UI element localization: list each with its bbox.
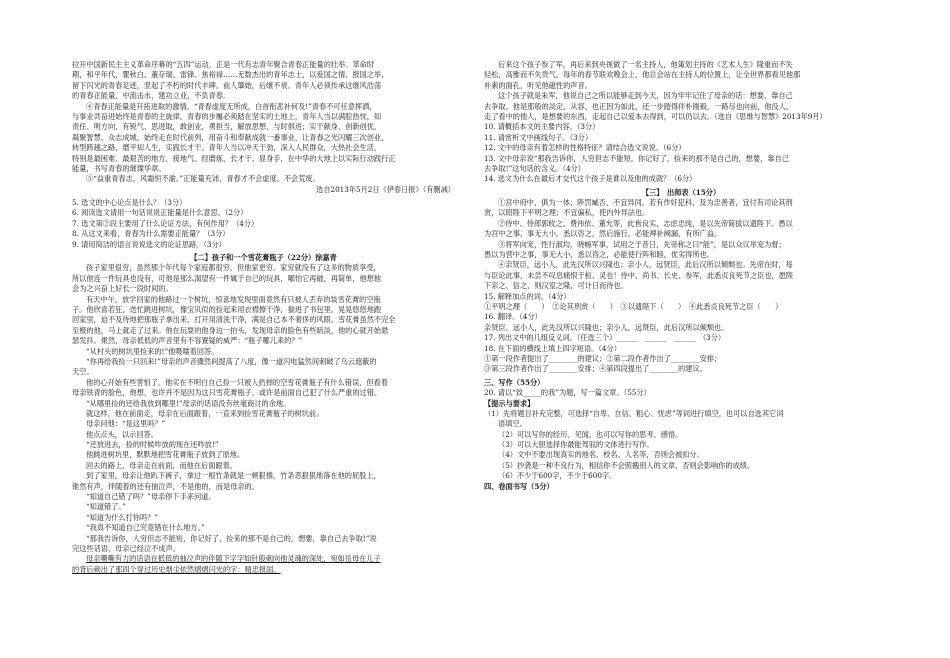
text-line: 三、写作（55分）	[484, 377, 545, 387]
text-line: 子。他欣喜若狂，迭忙跳进树坑，像宝贝似的捡起来用衣襟擦干净，揣进了书包里。晃晃悠悠地跑	[72, 304, 382, 314]
text-line: “从村头的树坑里捡来的!”他嗫嚅着回答。	[86, 346, 219, 356]
text-line: 为宫中之事，事无大小，悉以咨之，然后施行，必能裨补阙漏，有所广益。	[484, 229, 722, 239]
text-line: 就这样，他在前面走，母亲在后面跟着，一直来到捡雪花膏瓶子的树坑前。	[86, 408, 324, 418]
text-line: 7. 选文第②段主要用了什么论证方法，有何作用？（4分）	[72, 218, 259, 228]
text-line: 他跳进树坑里，默默地把雪花膏瓶子放到了原地。	[86, 450, 245, 460]
text-line: 去争取。他是那般的淡定、从容、也正因为如此，还一步踏得伴朴刚毅，一路尽也向前，他没人，	[484, 101, 794, 111]
text-line: “你再给我捡一只回来!”母亲的声音骤然间提高了八度，像一道闪电猛然间刺破了乌云遮蔽的	[86, 356, 377, 366]
text-line: 瑟发抖。果然，母亲低低的声音里有不容置疑的威严：“瓶子哪儿来的？”	[72, 336, 303, 346]
text-line: 锥然有声，伴随着的还有抽泣声，不是他的，而是母亲的。	[72, 481, 259, 491]
text-line: 所以他连一件玩具也没有，可他是那么渴望有一件属于自己的玩具，哪怕它再破，再简单，他想他	[72, 273, 382, 283]
text-line: 15. 解释加点的词。（4分）	[484, 291, 571, 301]
text-line: 责任、明方向，有锐气、思进取，敢创业，勇担当，解放思想，与时俱进；实干献身、创新创优，	[72, 122, 382, 132]
text-line: 8. 从这文来看，青春为什么需要正能量？（3分）	[72, 229, 230, 239]
text-line: （2）可以写你的经历、见闻，也可以写你的思考、感悟。	[498, 429, 683, 439]
text-line: ④青春正能量是开拓进取的激情。“青春虚度无所成，白首衔悲补何及!”青春不可任意挥洒，	[86, 101, 377, 111]
text-line: 20. 请以“致_____的我”为题，写一篇文章。（55分）	[484, 388, 651, 398]
text-line: 转型跨越之路，磨平知人生，实践长才干。青年人当以冲天干劲，深入人民群众，大热社会生活，	[72, 143, 382, 153]
text-line: 的背后刺出了那四个穿过历史烟尘依然熠熠闪光的字：精忠报国。	[72, 564, 281, 574]
text-line: 到了家里，母亲让他趴下裤子，拿过一根竹条就是一顿狠揍，竹条恶狠狠地落在他的屁股上，	[86, 471, 381, 481]
text-line: 【三】 出师表（15分）	[641, 187, 721, 197]
text-line: 朴素的面孔，听见他磁性的声音。	[484, 80, 592, 90]
text-line: 16. 翻译。（4分）	[484, 312, 542, 322]
text-line: “还放进去，捡的时候咋放的现在还咋放!”	[86, 440, 219, 450]
text-line: 9. 请用简洁的语言说说选文的论证思路。（3分）	[72, 239, 226, 249]
text-line: 后来这个孩子参了军，再后来到央视做了一名主持人，他策划主持的《艺术人生》隆重而不失	[498, 60, 793, 69]
text-line: “我真不知道自己究竟错在什么地方。”	[86, 523, 205, 533]
left-column	[72, 60, 455, 575]
text-line: 的青春正能量，中流击水，建功立业，不负青春。	[72, 91, 231, 101]
text-line: “那我告诉你，人穷但志不能短，你记好了，捡来的那不是自己的，想要，靠自己去争取!”说	[86, 533, 377, 543]
text-line: 10. 请概括本文的主要内容。（3分）	[484, 122, 600, 132]
text-line: 与事业共奋进始终是青春的主旋律。青春的步履必须踏在坚实的土地上，青年人当以满腔热忱，知	[72, 111, 382, 121]
text-line: 11. 请赏析文中画线句子。（3分）	[484, 132, 593, 142]
text-line: 选自2013年5月2日《伊春日报》（有删减）	[316, 184, 455, 194]
text-line: ①宫中府中，俱为一体；陟罚臧否，不宜异同。若有作奸犯科，及为忠善者，宜付有司论其刑	[498, 198, 793, 208]
text-line: “从哪里捡的还给我放到哪里!”母亲的话语没有丝毫商讨的余地。	[86, 398, 291, 408]
text-line: ①平明之理（ ） ②论其刑赏（ ） ③以遗陛下（ ） ④此悉贞良死节之臣（ ）	[484, 301, 783, 311]
text-line: 6. 阅读选文请用一句话说说正能量是什么意思。（2分）	[72, 208, 248, 218]
text-line: 完这些话语，母亲已经泣不成声。	[72, 543, 180, 553]
text-line: ③第三段作者作出了________安排；④第四段提出了________的建议。	[484, 364, 707, 374]
text-line: 会为之兴奋上好长一段时间的。	[72, 284, 173, 294]
text-line: 留下闪光的青春足迹，竖起了不朽的时代丰碑。前人肇始，后继不衰。青年人必须传承这继风浩荡	[72, 80, 382, 90]
text-line: ④亲贤臣，远小人，此先汉所以兴隆也；亲小人，远贤臣，此后汉所以倾颓也。先帝在时，每	[498, 260, 793, 270]
text-line: “知道自己错了吗？”母亲停下手来问道。	[86, 492, 216, 502]
text-line: 18. 在下面的横线上填上四字短语。（4分）	[484, 343, 621, 353]
text-line: 与臣论此事，未尝不叹息痛恨于桓、灵也！侍中、尚书、长史、参军，此悉贞良死节之臣也，愿陛	[484, 270, 794, 280]
text-line: 走了看中的他人，是想要的东西，走起自己以爱本去得到，可以仍以去。（选自《思维与智慧》2013年9月）	[484, 111, 827, 121]
text-line: 17. 列出文中的几组反义词。（任选三个）______ ______ ______ （3分）	[484, 333, 726, 343]
text-line: ②侍中、侍郎郭攸之、费祎依、董允等，此皆良实，志虑忠纯，是以先帝简拔以遗陛下。愚以	[498, 218, 793, 228]
text-line: 母亲嘶嘶有力的话语在低低的抽泣声的伴随下字字如针般刺向他灵魂的深处，宛如岳母在儿子	[86, 554, 381, 564]
text-line: ⑤“益重青春志，风霜恒不渝。”正能量充沛，青春才不会虚度、不会荒废。	[86, 174, 320, 184]
text-line: （5）抄袭是一种不良行为，相信你不会照搬别人的文章，否则会影响你的成绩。	[498, 460, 755, 470]
text-line: 拉开中国新民主主义革命序幕的“五四”运动，正是一代有志青年聚合青春正能量的壮举。革命时	[72, 60, 375, 69]
text-line: 亲贤臣，远小人，此先汉所以兴隆也；亲小人，远贤臣，此后汉所以倾颓也。	[484, 322, 729, 332]
text-line: 至极的他，马上就走了过来。他在玩耍的他身边一拍头，发现母亲的脸色有些暗淡，他的心就开始悬	[72, 325, 389, 335]
text-line: （6）不少于600字，不少于600字。	[498, 471, 617, 481]
text-line: 这个孩子就是朱军，他说自己之所以能够走到今天，因为牢牢记住了母亲的话：想要，靠自己	[498, 91, 793, 101]
text-line: 回家里，迫不及待地把那瓶子拿出来，打开用清洗干净，满是自己本不奢侈的风眼。雪花膏虽然不完全	[72, 315, 396, 325]
text-line: 回去的路上，母亲走在前面，而他在后面跟着。	[86, 460, 237, 470]
text-line: 凝聚智慧、众志成城，始终走在时代前列，用奋斗和奉献成就一番事业，让青春之光闪耀三次创业，	[72, 132, 389, 142]
text-line: “知道错了。”	[86, 502, 126, 512]
text-line: 去争取!”这句话的含义。（4分）	[484, 163, 585, 173]
text-line: 12. 文中的母亲有着怎样的性格特征？请结合选文说说。（6分）	[484, 143, 686, 153]
text-line: 他点点头，以示回答。	[86, 429, 158, 439]
text-line: 期，和平年代，瞿秋白、董存瑞、雷锋、焦裕禄……无数杰出的青年志士，以爱国之情、报国之举，	[72, 70, 389, 80]
right-column	[484, 60, 878, 492]
text-line: （3）可以大胆选择你最能驾驭的文体进行写作。	[498, 440, 654, 450]
text-line: “知道为什么打你吗？”	[86, 512, 159, 522]
text-line: 5. 选文的中心论点是什么？（3分）	[72, 198, 187, 208]
text-line: 有天中午，放学回家的他路过一个树坑，惊喜地发现里面竟然有只被人丢弃的装雪花膏的空瓶	[86, 294, 381, 304]
text-line: ③将军向宠，性行淑均，晓畅军事，试用之于昔日，先帝称之曰“能”，是以众议举宠为督；	[498, 239, 786, 249]
text-line: 14. 选文为什么在最后才交代这个孩子是谁以及他的成就？（6分）	[484, 174, 697, 184]
text-line: 他的心开始有些害怕了。他实在不明白自己捡一只被人扔掉的空雪花膏瓶子有什么错误，但看着	[86, 377, 388, 387]
text-line: 四、卷面书写（5分）	[484, 481, 554, 491]
text-line: 母亲问他：“是这里吗？”	[86, 419, 166, 429]
text-line: 赏，以昭陛下平明之理；不宜偏私，使内外异法也。	[484, 208, 650, 218]
text-line: 13. 文中母亲说“那我告诉你，人穷但志不能短，你记好了，捡来的那不是自己的，想要，靠自己	[484, 153, 789, 163]
text-line: 轻松，高雅而不失贵气，每年的春节联欢晚会上，他总会站在主持人的位置上，让全世界都看见他那	[484, 70, 801, 80]
text-line: 【提示与要求】	[484, 398, 535, 408]
text-line: （1）先将题目补充完整，可选择“自卑、自信、粗心、忧虑”等词进行填空，也可以自选其它词	[484, 408, 784, 418]
text-line: 能量，书写青春的璀璨华章。	[72, 163, 166, 173]
text-line: 孩子家里很穷，虽然那个年代每个家庭都很穷，但他家更穷。家穷就没有了这多的物质享受，	[86, 263, 381, 273]
text-line: 母亲铁青的脸色，他想，也许并不是因为这只雪花膏瓶子，或许是前面自己犯了什么严重的过错。	[72, 388, 382, 398]
text-line: 愚以为营中之事，事无大小，悉以咨之，必能使行阵和睦，优劣得所也。	[484, 250, 715, 260]
text-line: ①第一段作者提出了________的建议；②第二段作者作出了________安排；	[484, 353, 722, 363]
text-line: 下亲之、信之，则汉室之隆，可计日而待也。	[484, 281, 628, 291]
text-line: 【二】孩子和一个雪花膏瓶子（22分）徐嘉青	[190, 253, 337, 263]
text-line: 特别是最困难、最艰苦的地方，接地气、经磨炼，长才干、显身手，在中华的大地上以实际行动践行正	[72, 153, 396, 163]
text-line: 语填空。	[498, 419, 527, 429]
text-line: 天空。	[72, 367, 94, 377]
text-line: （4）文中不要出现真实的地名、校名、人名等，否则会被扣分。	[498, 450, 704, 460]
